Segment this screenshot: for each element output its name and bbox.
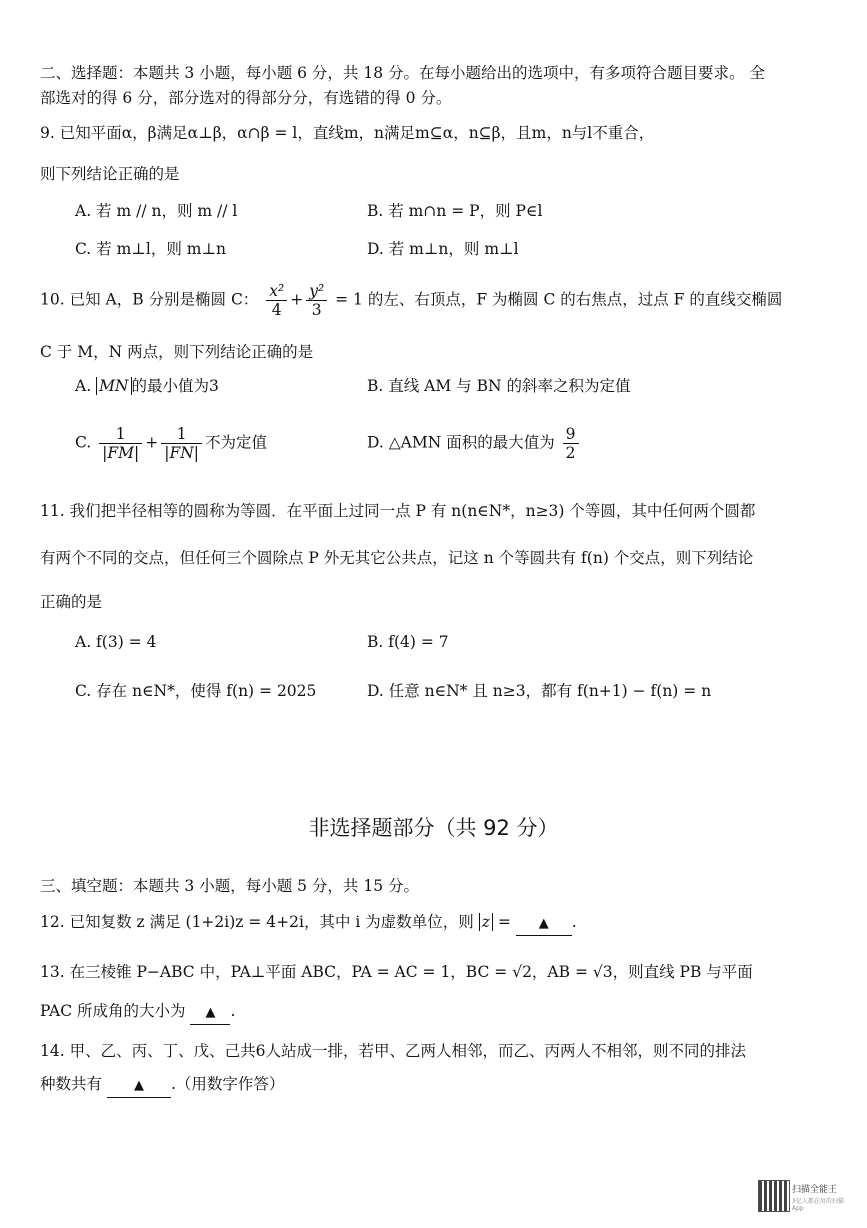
q10-c-num2: 1 bbox=[161, 425, 202, 444]
section2-header-line1: 二、选择题：本题共 3 小题，每小题 6 分，共 18 分。在每小题给出的选项中，有多项符合题目要求。 全 bbox=[40, 64, 765, 82]
q12-stem-post: . bbox=[571, 913, 577, 931]
q10-a-abs: MN bbox=[96, 377, 131, 395]
q13-answer-blank: ▲ bbox=[190, 1002, 230, 1025]
q10-option-b: B. 直线 AM 与 BN 的斜率之积为定值 bbox=[367, 377, 631, 395]
q10-c-frac2 bbox=[161, 425, 202, 462]
q10-stem-line1 bbox=[40, 282, 837, 319]
q14-stem-line2 bbox=[40, 1073, 837, 1098]
q10-d-pre: D. △AMN 面积的最大值为 bbox=[367, 433, 555, 452]
q10-plus: + bbox=[290, 290, 304, 309]
q10-frac1-num: x² bbox=[266, 282, 287, 301]
q10-stem-pre: 10. 已知 A，B 分别是椭圆 C： bbox=[40, 290, 259, 309]
q9-stem-line2: 则下列结论正确的是 bbox=[40, 165, 180, 183]
q12-abs: z bbox=[479, 913, 493, 931]
q11-stem-line1: 11. 我们把半径相等的圆称为等圆．在平面上过同一点 P 有 n(n∈N*，n≥3) 个等圆，其中任何两个圆都 bbox=[40, 502, 756, 520]
q10-option-d bbox=[367, 425, 582, 462]
q10-a-label: A. bbox=[75, 377, 92, 395]
q9-option-a: A. 若 m // n，则 m // l bbox=[75, 202, 238, 220]
q13-stem-post: . bbox=[230, 1002, 236, 1020]
q10-c-label: C. bbox=[75, 433, 92, 452]
q14-stem-pre: 种数共有 bbox=[40, 1075, 103, 1093]
q11-option-b: B. f(4) = 7 bbox=[367, 633, 449, 651]
q10-fraction-x bbox=[266, 282, 287, 319]
q12-answer-blank: ▲ bbox=[516, 913, 572, 936]
q12-stem-pre: 12. 已知复数 z 满足 (1+2i)z = 4+2i，其中 i 为虚数单位，则 bbox=[40, 913, 474, 931]
q12-stem bbox=[40, 911, 837, 936]
q14-stem-line1: 14. 甲、乙、丙、丁、戊、己共6人站成一排，若甲、乙两人相邻，而乙、丙两人不相邻，则不同的排法 bbox=[40, 1042, 746, 1060]
q11-stem-line3: 正确的是 bbox=[40, 593, 103, 611]
q9-option-b: B. 若 m∩n = P，则 P∈l bbox=[367, 202, 543, 220]
q11-stem-line2: 有两个不同的交点，但任何三个圆除点 P 外无其它公共点，记这 n 个等圆共有 f(n) 个交点，则下列结论 bbox=[40, 549, 754, 567]
q13-stem-line2 bbox=[40, 1000, 837, 1025]
q10-d-den: 2 bbox=[565, 444, 576, 462]
q10-stem-post: = 1 的左、右顶点，F 为椭圆 C 的右焦点，过点 F 的直线交椭圆 bbox=[335, 290, 783, 309]
q10-option-a bbox=[75, 375, 219, 397]
q10-frac2-den: 3 bbox=[311, 301, 322, 319]
q14-stem-post: .（用数字作答） bbox=[170, 1075, 285, 1093]
q13-stem-pre: PAC 所成角的大小为 bbox=[40, 1002, 186, 1020]
q10-stem-line2: C 于 M，N 两点，则下列结论正确的是 bbox=[40, 343, 314, 361]
q9-option-c: C. 若 m⊥l，则 m⊥n bbox=[75, 240, 227, 258]
q10-c-den2: |FN| bbox=[164, 444, 200, 462]
q10-frac2-num: y² bbox=[306, 282, 327, 301]
q10-frac1-den: 4 bbox=[271, 301, 282, 319]
q14-answer-blank: ▲ bbox=[107, 1075, 171, 1098]
q10-option-c bbox=[75, 425, 267, 462]
section2-header-line2: 部选对的得 6 分，部分选对的得部分分，有选错的得 0 分。 bbox=[40, 89, 452, 107]
q10-c-post: 不为定值 bbox=[205, 433, 268, 452]
q11-option-c: C. 存在 n∈N*，使得 f(n) = 2025 bbox=[75, 682, 317, 700]
q13-stem-line1: 13. 在三棱锥 P−ABC 中，PA⊥平面 ABC，PA = AC = 1，BC = √2，AB = √3，则直线 PB 与平面 bbox=[40, 963, 753, 981]
q10-a-post: 的最小值为3 bbox=[131, 377, 219, 395]
q11-option-d: D. 任意 n∈N* 且 n≥3，都有 f(n+1) − f(n) = n bbox=[367, 682, 712, 700]
q9-option-d: D. 若 m⊥n，则 m⊥l bbox=[367, 240, 519, 258]
section3-header: 三、填空题：本题共 3 小题，每小题 5 分，共 15 分。 bbox=[40, 877, 420, 895]
part2-title: 非选择题部分（共 92 分） bbox=[308, 816, 559, 840]
q10-c-frac1 bbox=[99, 425, 142, 462]
q10-d-frac bbox=[563, 425, 579, 462]
q10-fraction-y bbox=[306, 282, 327, 319]
stamp-title: 扫描全能王 bbox=[792, 1185, 838, 1195]
scanner-stamp bbox=[758, 1180, 854, 1214]
q9-stem-line1: 9. 已知平面α，β满足α⊥β，α∩β = l，直线m，n满足m⊆α，n⊆β，且m，n与l不重合， bbox=[40, 124, 655, 142]
stamp-subtitle: 3亿人都在用的扫描App bbox=[792, 1198, 844, 1212]
q10-c-plus: + bbox=[145, 433, 159, 452]
q10-d-num: 9 bbox=[563, 425, 579, 444]
q11-option-a: A. f(3) = 4 bbox=[75, 633, 157, 651]
q12-stem-mid: = bbox=[497, 913, 511, 931]
q10-c-den1: |FM| bbox=[102, 444, 140, 462]
q10-c-num1: 1 bbox=[99, 425, 142, 444]
qr-code-icon bbox=[758, 1180, 790, 1212]
